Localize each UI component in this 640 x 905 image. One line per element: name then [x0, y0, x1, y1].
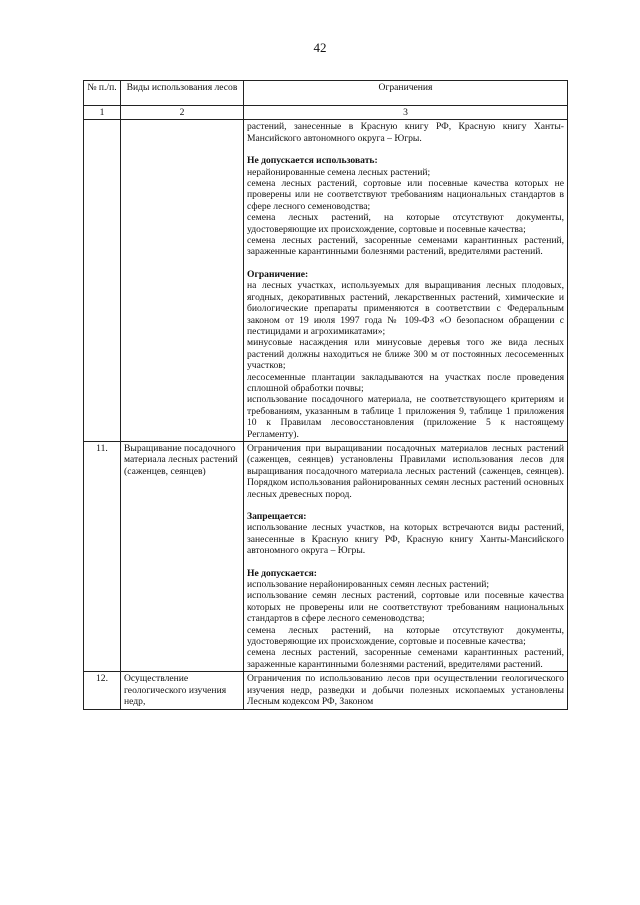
table-row — [84, 120, 568, 442]
restriction-line: использование лесных участков, на которых встречаются виды растений, занесенные в Красную книгу РФ, Красную книгу Ханты-Мансийского автономного округа – Югры. — [247, 522, 564, 557]
table-row — [84, 441, 568, 671]
restriction-heading: Ограничение: — [247, 268, 309, 280]
usage-type-cell: Выращивание посадочного материала лесных растений (саженцев, сеянцев) — [121, 441, 244, 671]
restriction-line: использование посадочного материала, не соответствующего критериям и требованиям, указанным в таблице 1 приложения 9, таблице 1 приложения 10 к Правилам лесовосстановления (приложение 5 к настоящему Регламенту). — [247, 394, 564, 440]
restriction-block — [247, 673, 564, 707]
restriction-heading: Запрещается: — [247, 511, 307, 522]
table-body — [84, 120, 568, 709]
header-restrictions: Ограничения — [244, 81, 568, 106]
restriction-block — [247, 121, 564, 144]
restriction-line: семена лесных растений, засоренные семенами карантинных растений, зараженные карантинными болезнями растений, вредителями растений. — [247, 647, 564, 670]
column-number: 2 — [121, 106, 244, 120]
row-number: 12. — [84, 672, 121, 709]
row-number — [84, 120, 121, 442]
restriction-line: Ограничения по использованию лесов при осуществлении геологического изучения недр, разведки и добычи полезных ископаемых установлены Лесным кодексом РФ, Законом — [247, 673, 564, 708]
restriction-line: лесосеменные плантации закладываются на участках после проведения сплошной обработки почвы; — [247, 371, 564, 394]
table-row — [84, 672, 568, 709]
restriction-line: нерайонированные семена лесных растений; — [247, 166, 431, 178]
column-number: 3 — [244, 106, 568, 120]
column-number-row — [84, 106, 568, 120]
restriction-block — [247, 568, 564, 671]
page-number: 42 — [313, 40, 327, 55]
restriction-block — [247, 443, 564, 500]
restrictions-cell — [244, 120, 568, 442]
restriction-line: минусовые насаждения или минусовые деревья того же вида лесных растений должны находиться не ближе 300 м от постоянных лесосеменных участков; — [247, 337, 564, 372]
usage-type-cell — [121, 120, 244, 442]
restriction-block — [247, 269, 564, 440]
restrictions-cell — [244, 672, 568, 709]
restriction-block — [247, 511, 564, 557]
column-number: 1 — [84, 106, 121, 120]
row-number: 11. — [84, 441, 121, 671]
usage-type-cell: Осуществление геологического изучения недр, — [121, 672, 244, 709]
restriction-block — [247, 155, 564, 258]
restriction-line: семена лесных растений, засоренные семенами карантинных растений, зараженные карантинными болезнями растений, вредителями растений. — [247, 235, 564, 258]
restriction-line: семена лесных растений, на которые отсутствуют документы, удостоверяющие их происхождение, сортовые и посевные качества; — [247, 212, 564, 235]
restriction-line: семена лесных растений, сортовые или посевные качества которых не проверены или не соответствуют требованиям национальных стандартов в сфере лесного семеноводства; — [247, 178, 564, 212]
restriction-heading: Не допускается использовать: — [247, 155, 378, 167]
table-header-row — [84, 81, 568, 106]
restrictions-cell — [244, 441, 568, 671]
restrictions-table — [83, 80, 568, 710]
restriction-heading: Не допускается: — [247, 567, 317, 579]
restriction-line: использование нерайонированных семян лесных растений; — [247, 579, 490, 591]
header-number: № п./п. — [84, 81, 121, 106]
header-usage-type: Виды использования лесов — [121, 81, 244, 106]
restriction-line: использование семян лесных растений, сортовые или посевные качества которых не проверены или не соответствуют требованиям национальных стандартов в сфере лесного семеноводства; — [247, 590, 564, 625]
restriction-line: растений, занесенные в Красную книгу РФ, Красную книгу Ханты-Мансийского автономного округа – Югры. — [247, 121, 564, 144]
restriction-line: семена лесных растений, на которые отсутствуют документы, удостоверяющие их происхождение, сортовые и посевные качества; — [247, 624, 564, 648]
restriction-line: на лесных участках, используемых для выращивания лесных плодовых, ягодных, декоративных растений, лекарственных растений, химические и биологические препараты применяются в соответствии с Федеральным законом от 19 июля 1997 года № 109-ФЗ «О безопасном обращении с пестицидами и агрохимикатами»; — [247, 280, 564, 337]
restriction-line: Ограничения при выращивании посадочных материалов лесных растений (саженцев, сеянцев) установлены Правилами использования лесов для выращивания посадочного материала лесных растений (саженцев, сеянцев). Порядком использования районированных семян лесных растений основных лесных древесных пород. — [247, 442, 564, 500]
